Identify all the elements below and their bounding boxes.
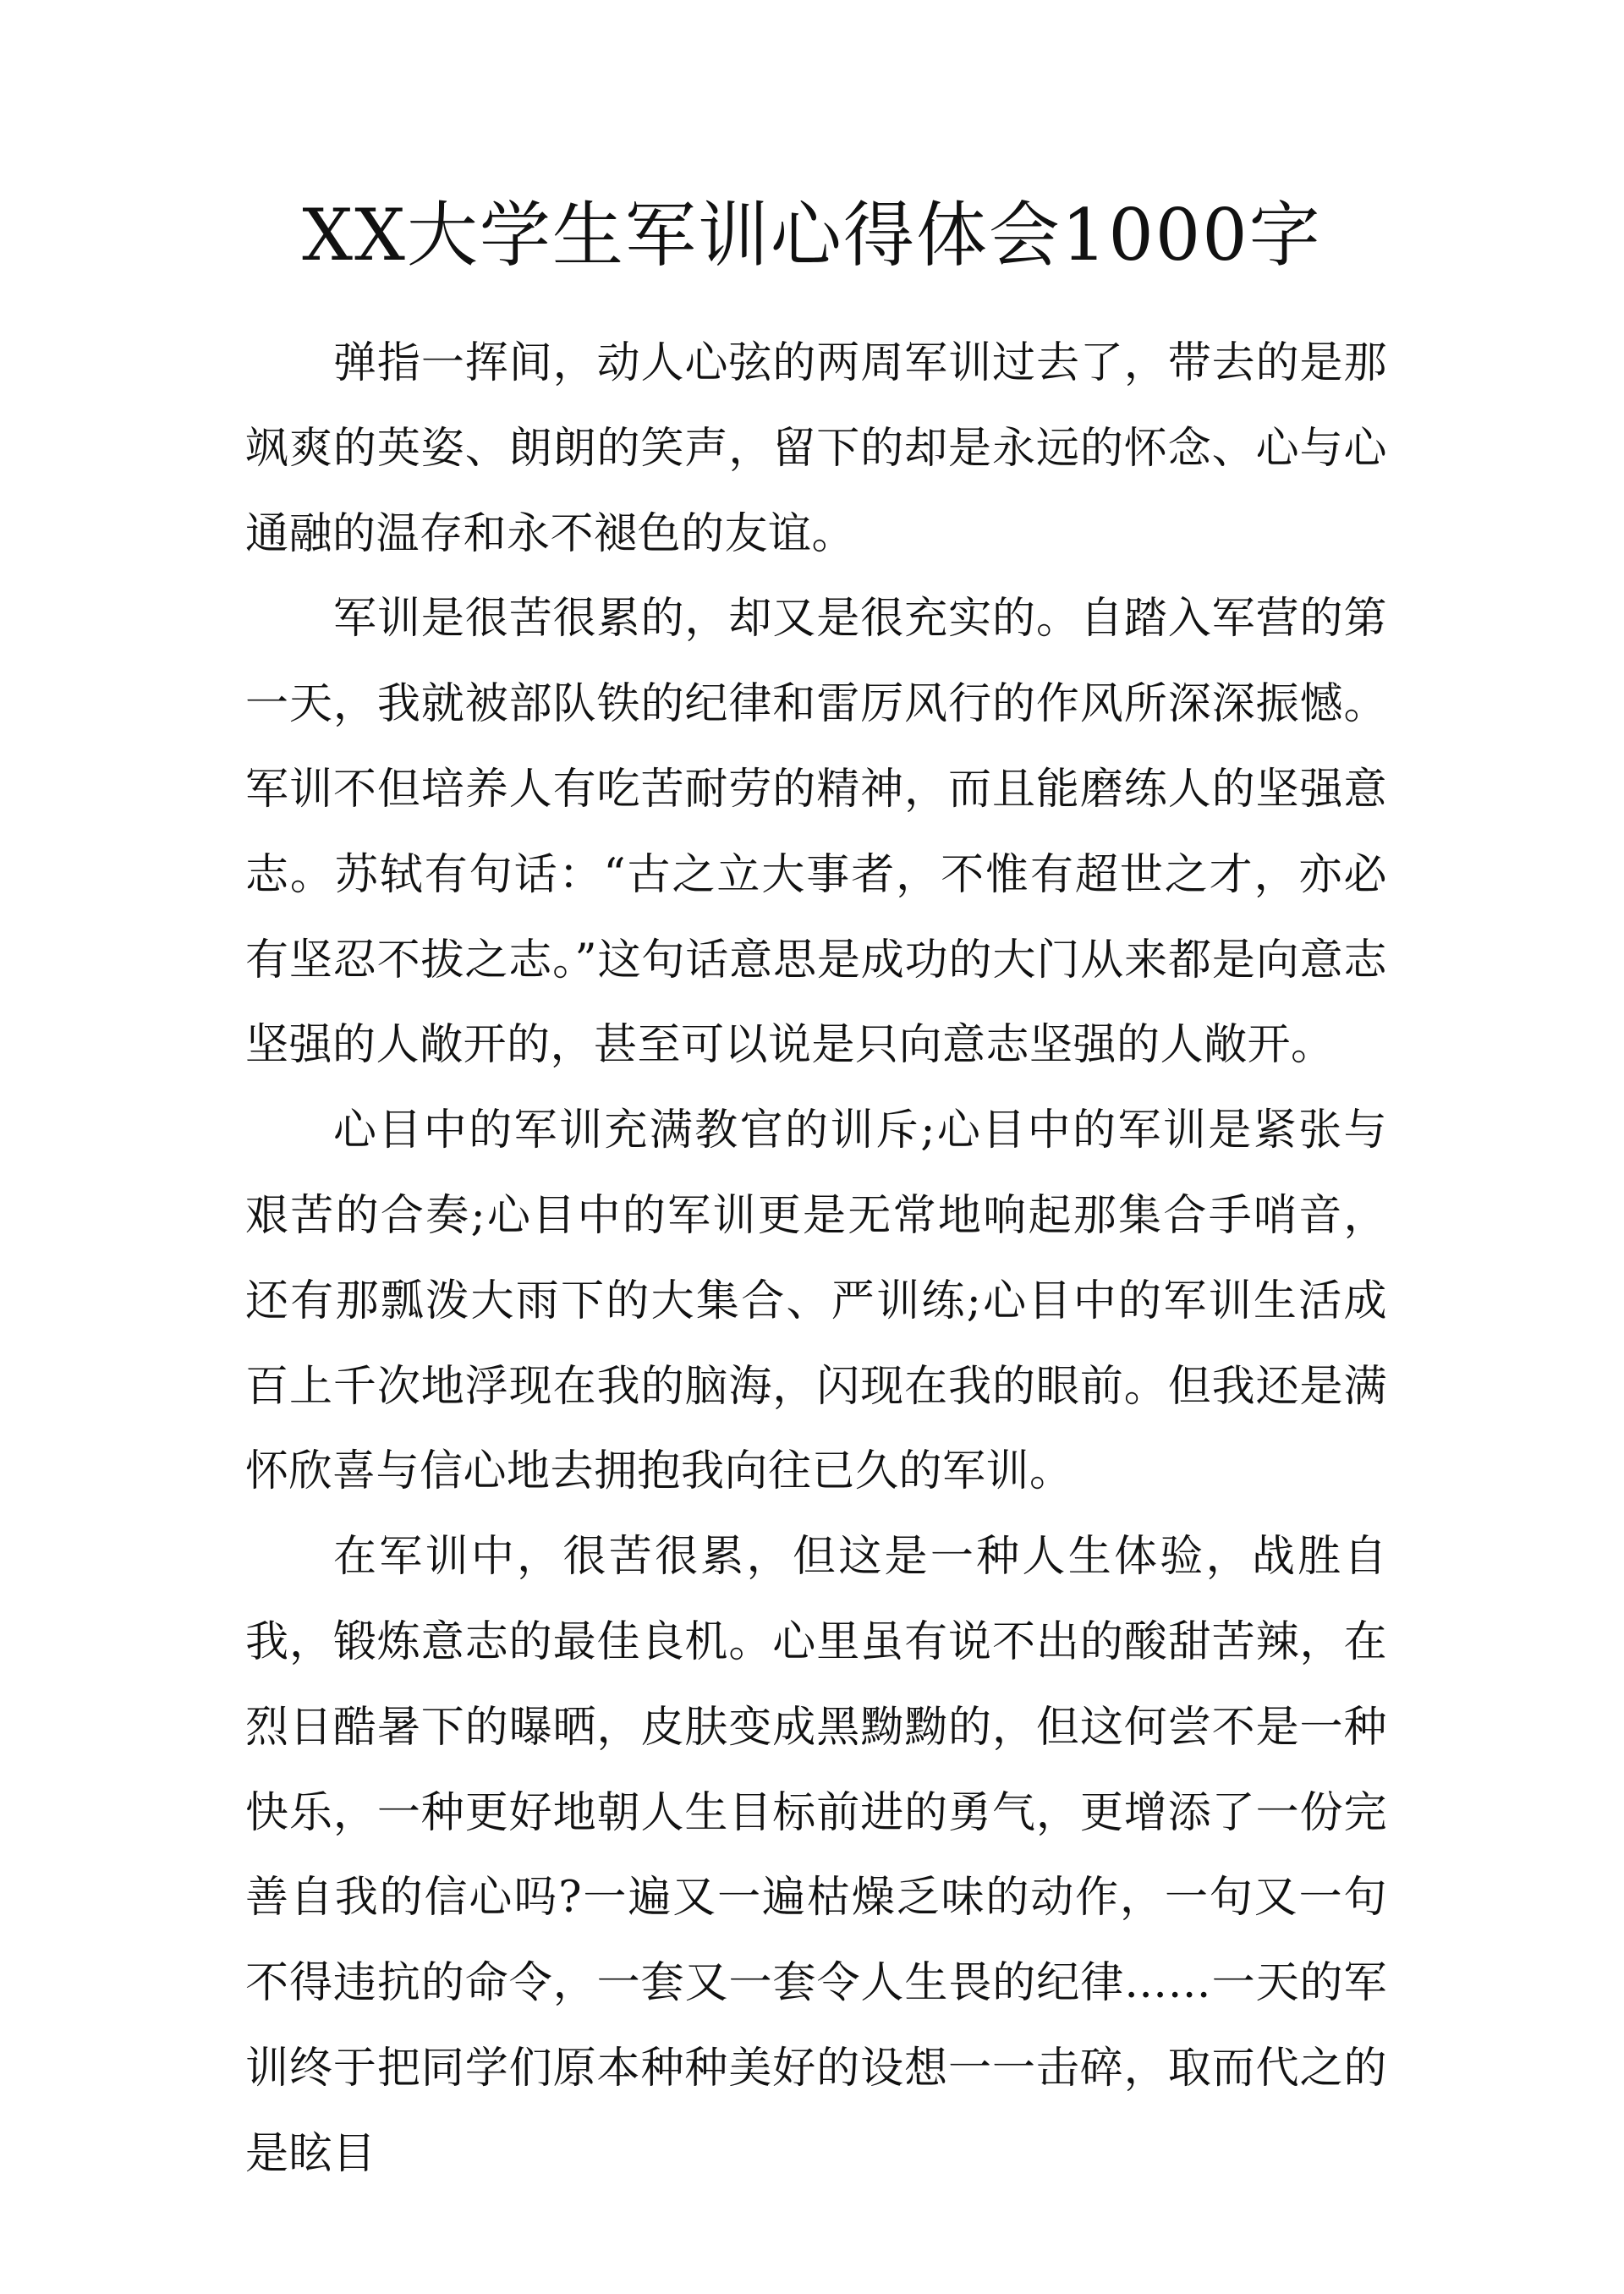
paragraph-3: 心目中的军训充满教官的训斥;心目中的军训是紧张与艰苦的合奏;心目中的军训更是无常地响起那集合手哨音，还有那瓢泼大雨下的大集合、严训练;心目中的军训生活成百上千次地浮现在我的脑海，闪现在我的眼前。但我还是满怀欣喜与信心地去拥抱我向往已久的军训。 — [245, 1106, 1387, 1497]
paragraph-4: 在军训中，很苦很累，但这是一种人生体验，战胜自我，锻炼意志的最佳良机。心里虽有说不出的酸甜苦辣，在烈日酷暑下的曝晒，皮肤变成黑黝黝的，但这何尝不是一种快乐，一种更好地朝人生目标前进的勇气，更增添了一份完善自我的信心吗?一遍又一遍枯燥乏味的动作，一句又一句不得违抗的命令，一套又一套令人生畏的纪律……一天的军训终于把同学们原本种种美好的设想一一击碎，取而代之的是眩目 — [245, 1532, 1387, 2179]
paragraph-2: 军训是很苦很累的，却又是很充实的。自踏入军营的第一天，我就被部队铁的纪律和雷厉风行的作风所深深振憾。军训不但培养人有吃苦耐劳的精神，而且能磨练人的坚强意志。苏轼有句话：“古之立大事者，不惟有超世之才，亦必有坚忍不拔之志。”这句话意思是成功的大门从来都是向意志坚强的人敞开的，甚至可以说是只向意志坚强的人敞开。 — [245, 594, 1387, 1071]
document-title: XX大学生军训心得体会1000字 — [302, 194, 1322, 277]
paragraph-1: 弹指一挥间，动人心弦的两周军训过去了，带去的是那飒爽的英姿、朗朗的笑声，留下的却是永远的怀念、心与心通融的温存和永不褪色的友谊。 — [245, 338, 1387, 559]
document-body — [245, 321, 1387, 2198]
